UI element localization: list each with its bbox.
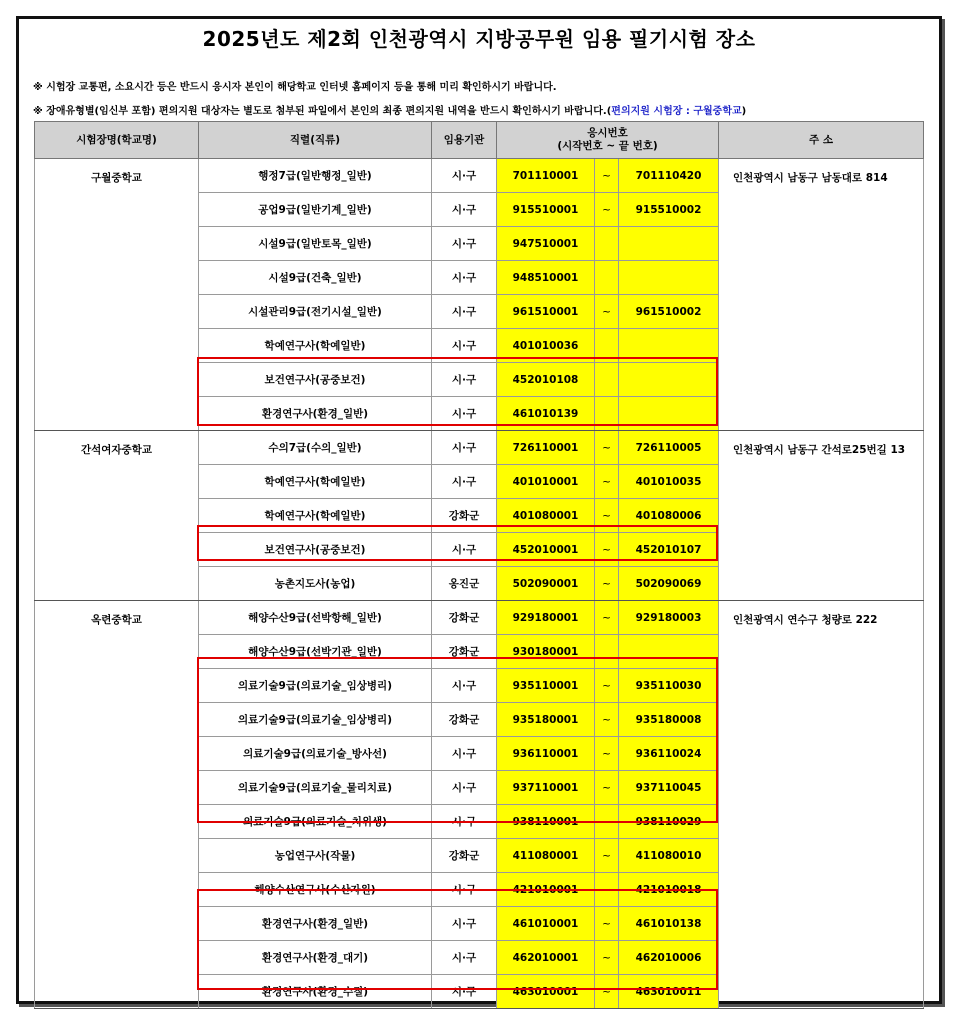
exam-number-end: 461010138 [619,907,719,941]
exam-number-separator: ~ [595,431,619,465]
job-series: 수의7급(수의_일반) [199,431,432,465]
job-series: 보건연구사(공중보건) [199,363,432,397]
appointing-agency: 시·구 [432,941,497,975]
header-exam-number [497,122,719,159]
exam-number-start: 915510001 [497,193,595,227]
exam-number-start: 726110001 [497,431,595,465]
exam-number-separator: ~ [595,601,619,635]
exam-number-end: 726110005 [619,431,719,465]
exam-number-separator: ~ [595,193,619,227]
exam-number-end: 401080006 [619,499,719,533]
appointing-agency: 시·구 [432,193,497,227]
exam-number-end: 935180008 [619,703,719,737]
job-series: 의료기술9급(의료기술_치위생) [199,805,432,839]
table-row [35,431,924,465]
exam-number-start: 961510001 [497,295,595,329]
notice-accommodation-site: 편의지원 시험장 : 구월중학교 [611,106,742,117]
school-address: 인천광역시 남동구 간석로25번길 13 [719,431,924,601]
job-series: 의료기술9급(의료기술_임상병리) [199,703,432,737]
appointing-agency: 시·구 [432,737,497,771]
exam-number-end [619,329,719,363]
exam-number-separator [595,635,619,669]
exam-number-start: 929180001 [497,601,595,635]
exam-number-start: 401010001 [497,465,595,499]
exam-number-start: 930180001 [497,635,595,669]
exam-number-separator: ~ [595,941,619,975]
exam-number-separator [595,363,619,397]
exam-number-start: 461010139 [497,397,595,431]
exam-number-start: 936110001 [497,737,595,771]
exam-number-separator: ~ [595,295,619,329]
appointing-agency: 시·구 [432,805,497,839]
appointing-agency: 강화군 [432,499,497,533]
exam-number-end: 936110024 [619,737,719,771]
appointing-agency: 시·구 [432,329,497,363]
exam-number-start: 935180001 [497,703,595,737]
school-name: 간석여자중학교 [35,431,199,601]
job-series: 공업9급(일반기계_일반) [199,193,432,227]
exam-number-separator: ~ [595,907,619,941]
job-series: 환경연구사(환경_일반) [199,907,432,941]
appointing-agency: 옹진군 [432,567,497,601]
header-exam-number-range: (시작번호 ~ 끝 번호) [557,140,658,152]
header-exam-number-title: 응시번호 [587,127,628,139]
appointing-agency: 시·구 [432,397,497,431]
exam-number-end: 961510002 [619,295,719,329]
notice-accommodation-text: ※ 장애유형별(임신부 포함) 편의지원 대상자는 별도로 첨부된 파일에서 본인의 최종 편의지원 내역을 반드시 확인하시기 바랍니다.( [33,106,612,117]
appointing-agency: 강화군 [432,703,497,737]
appointing-agency: 강화군 [432,839,497,873]
exam-number-start: 461010001 [497,907,595,941]
appointing-agency: 시·구 [432,431,497,465]
exam-number-end: 915510002 [619,193,719,227]
school-address: 인천광역시 연수구 청량로 222 [719,601,924,1009]
appointing-agency: 시·구 [432,159,497,193]
exam-number-separator: ~ [595,465,619,499]
exam-number-separator [595,329,619,363]
exam-number-separator: ~ [595,873,619,907]
exam-number-separator [595,227,619,261]
job-series: 농촌지도사(농업) [199,567,432,601]
exam-number-separator: ~ [595,159,619,193]
appointing-agency: 시·구 [432,533,497,567]
appointing-agency: 시·구 [432,363,497,397]
job-series: 환경연구사(환경_일반) [199,397,432,431]
exam-number-end: 462010006 [619,941,719,975]
exam-number-end: 701110420 [619,159,719,193]
exam-number-start: 948510001 [497,261,595,295]
notice-accommodation [33,102,746,117]
exam-number-end [619,227,719,261]
job-series: 시설관리9급(전기시설_일반) [199,295,432,329]
job-series: 해양수산연구사(수산자원) [199,873,432,907]
job-series: 학예연구사(학예일반) [199,499,432,533]
document-frame [16,16,942,1004]
job-series: 해양수산9급(선박항해_일반) [199,601,432,635]
exam-number-end: 937110045 [619,771,719,805]
exam-number-end: 452010107 [619,533,719,567]
job-series: 의료기술9급(의료기술_물리치료) [199,771,432,805]
exam-venue-table [34,121,924,1009]
exam-number-start: 935110001 [497,669,595,703]
job-series: 의료기술9급(의료기술_임상병리) [199,669,432,703]
header-school: 시험장명(학교명) [35,122,199,159]
table-row [35,159,924,193]
appointing-agency: 시·구 [432,465,497,499]
appointing-agency: 시·구 [432,295,497,329]
exam-number-start: 401010036 [497,329,595,363]
job-series: 환경연구사(환경_수질) [199,975,432,1009]
exam-number-separator: ~ [595,737,619,771]
exam-number-start: 938110001 [497,805,595,839]
notice-accommodation-close: ) [741,106,747,117]
exam-number-start: 947510001 [497,227,595,261]
exam-number-end: 421010018 [619,873,719,907]
exam-number-end [619,363,719,397]
appointing-agency: 시·구 [432,669,497,703]
exam-number-start: 421010001 [497,873,595,907]
school-name: 구월중학교 [35,159,199,431]
appointing-agency: 시·구 [432,227,497,261]
exam-number-end [619,635,719,669]
header-agency: 임용기관 [432,122,497,159]
appointing-agency: 시·구 [432,975,497,1009]
job-series: 농업연구사(작물) [199,839,432,873]
job-series: 행정7급(일반행정_일반) [199,159,432,193]
table-body [35,159,924,1009]
exam-number-start: 411080001 [497,839,595,873]
exam-number-separator: ~ [595,805,619,839]
school-address: 인천광역시 남동구 남동대로 814 [719,159,924,431]
exam-number-separator: ~ [595,669,619,703]
exam-number-end: 929180003 [619,601,719,635]
table-header-row [35,122,924,159]
job-series: 학예연구사(학예일반) [199,329,432,363]
notice-transport: ※ 시험장 교통편, 소요시간 등은 반드시 응시자 본인이 해당학교 인터넷 홈페이지 등을 통해 미리 확인하시기 바랍니다. [33,82,557,93]
exam-number-start: 452010001 [497,533,595,567]
exam-number-separator [595,397,619,431]
exam-number-start: 452010108 [497,363,595,397]
exam-number-separator: ~ [595,975,619,1009]
header-job: 직렬(직류) [199,122,432,159]
exam-number-end: 463010011 [619,975,719,1009]
job-series: 시설9급(건축_일반) [199,261,432,295]
exam-number-end: 938110029 [619,805,719,839]
job-series: 해양수산9급(선박기관_일반) [199,635,432,669]
appointing-agency: 시·구 [432,907,497,941]
appointing-agency: 강화군 [432,635,497,669]
exam-number-start: 701110001 [497,159,595,193]
appointing-agency: 시·구 [432,771,497,805]
exam-number-start: 502090001 [497,567,595,601]
exam-number-separator: ~ [595,533,619,567]
job-series: 학예연구사(학예일반) [199,465,432,499]
appointing-agency: 시·구 [432,261,497,295]
exam-number-separator: ~ [595,499,619,533]
exam-number-separator: ~ [595,567,619,601]
school-name: 옥련중학교 [35,601,199,1009]
job-series: 시설9급(일반토목_일반) [199,227,432,261]
appointing-agency: 강화군 [432,601,497,635]
exam-number-end: 502090069 [619,567,719,601]
appointing-agency: 시·구 [432,873,497,907]
exam-number-end: 411080010 [619,839,719,873]
job-series: 환경연구사(환경_대기) [199,941,432,975]
exam-number-end: 935110030 [619,669,719,703]
job-series: 의료기술9급(의료기술_방사선) [199,737,432,771]
exam-number-end [619,397,719,431]
page-title: 2025년도 제2회 인천광역시 지방공무원 임용 필기시험 장소 [202,27,756,51]
exam-number-separator: ~ [595,839,619,873]
exam-number-end [619,261,719,295]
header-address: 주 소 [719,122,924,159]
exam-number-end: 401010035 [619,465,719,499]
job-series: 보건연구사(공중보건) [199,533,432,567]
exam-number-start: 401080001 [497,499,595,533]
exam-number-start: 462010001 [497,941,595,975]
exam-number-separator [595,261,619,295]
table-row [35,601,924,635]
exam-number-start: 463010001 [497,975,595,1009]
exam-number-start: 937110001 [497,771,595,805]
exam-number-separator: ~ [595,703,619,737]
exam-number-separator: ~ [595,771,619,805]
